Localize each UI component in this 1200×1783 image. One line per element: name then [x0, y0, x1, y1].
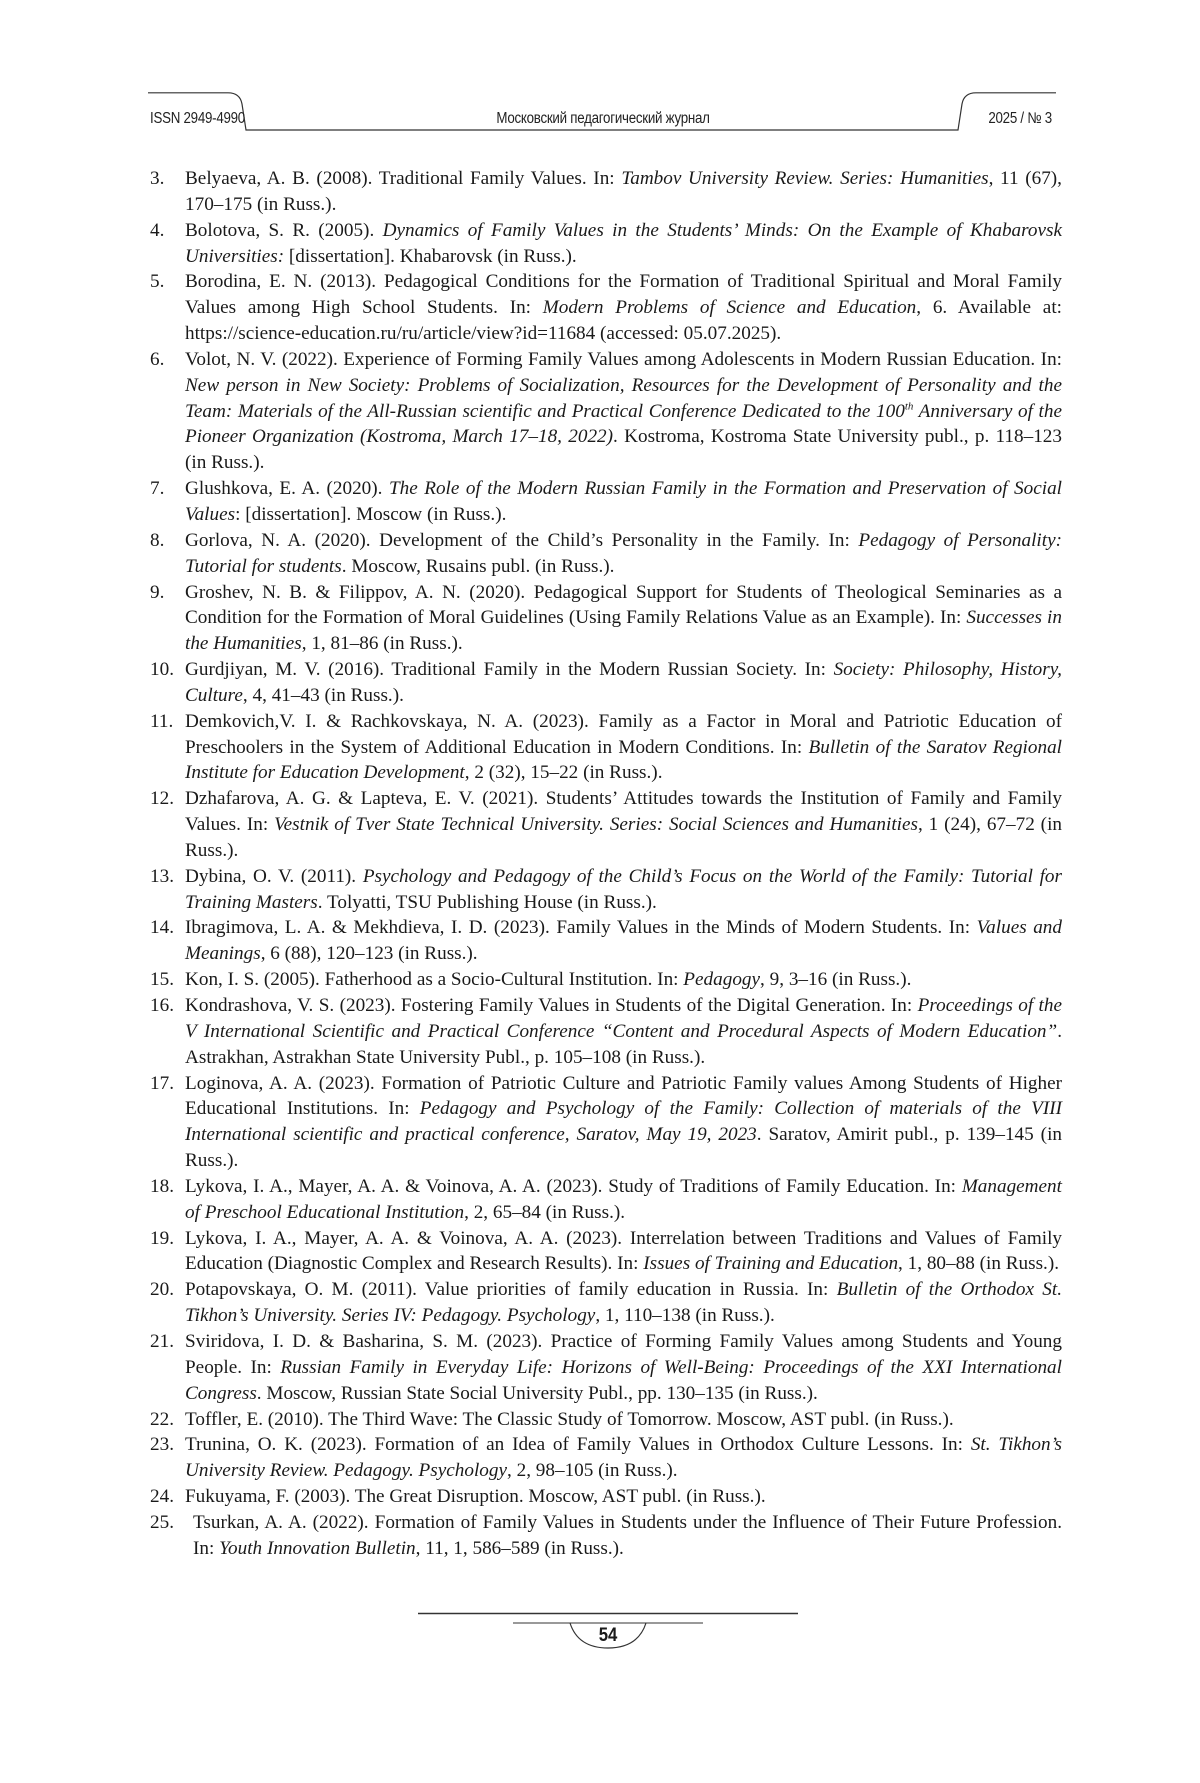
reference-italic-part: Society: Philosophy, History, Culture: [185, 659, 1062, 706]
reference-plain-part: , 1, 110–138 (in Russ.).: [595, 1305, 775, 1327]
page-header: [148, 92, 1056, 138]
reference-italic-part: New person in New Society: Problems of Socialization, Resources for the Development of Personality and the Team: Materials of the All-Russian scientific and Practical Conference Dedicated to the 100: [185, 374, 1062, 422]
reference-list: [150, 166, 1062, 1562]
reference-plain-part: Bolotova, S. R. (2005).: [185, 219, 383, 241]
reference-italic-part: Pedagogy of Personality: Tutorial for students: [185, 529, 1062, 577]
reference-number: 19.: [150, 1227, 174, 1249]
reference-plain-part: Potapovskaya, O. M. (2011). Value priorities of family education in Russia. In:: [185, 1279, 837, 1301]
reference-plain-part: Dybina, O. V. (2011).: [185, 865, 363, 887]
reference-text: [185, 969, 911, 990]
reference-plain-part: , 6. Available at: https://science-education.ru/ru/article/view?id=11684 (accessed: 05.07.2025).: [185, 297, 1062, 345]
reference-number: 13.: [150, 865, 174, 887]
reference-text: [185, 582, 1062, 655]
reference-italic-part: Bulletin of the Saratov Regional Institute for Education Development: [185, 736, 1062, 784]
page-footer: [418, 1612, 798, 1672]
reference-plain-part: Belyaeva, A. B. (2008). Traditional Family Values. In:: [185, 168, 622, 189]
reference-text: [185, 478, 1062, 525]
reference-text: [185, 659, 1062, 706]
reference-item: [150, 967, 1062, 993]
reference-item: [150, 1277, 1062, 1329]
reference-number: 25.: [150, 1511, 174, 1533]
reference-italic-part: The Role of the Modern Russian Family in the Formation and Preservation of Social Values: [185, 478, 1063, 525]
reference-plain-part: . Astrakhan, Astrakhan State University Publ., p. 105–108 (in Russ.).: [185, 1020, 1062, 1068]
reference-plain-part: , 1, 80–88 (in Russ.).: [898, 1253, 1060, 1275]
reference-italic-part: Issues of Training and Education: [643, 1253, 899, 1275]
reference-number: 20.: [150, 1279, 174, 1301]
reference-plain-part: , 2, 65–84 (in Russ.).: [464, 1201, 626, 1223]
reference-text: [185, 1228, 1062, 1275]
reference-italic-part: Pedagogy and Psychology of the Family: Collection of materials of the VIII International scientific and practical conference, Saratov, May 19, 2023: [185, 1098, 1062, 1146]
reference-italic-part: Russian Family in Everyday Life: Horizons of Well-Being: Proceedings of the XXI International Congress: [185, 1356, 1062, 1404]
reference-text: [185, 917, 1062, 964]
issue-label: 2025 / № 3: [988, 110, 1052, 127]
reference-text: [185, 711, 1062, 784]
reference-plain-part: , 1, 81–86 (in Russ.).: [301, 633, 463, 655]
reference-plain-part: Groshev, N. B. & Filippov, A. N. (2020). Pedagogical Support for Students of Theological Seminaries as a Condition for the Formation of Moral Guidelines (Using Family Relations Value as an Example). In:: [185, 581, 1062, 629]
reference-text: [185, 1176, 1062, 1223]
reference-item: [150, 1226, 1062, 1278]
reference-text: [185, 530, 1062, 577]
reference-italic-part: Proceedings of the V International Scientific and Practical Conference “Content and Procedural Aspects of Modern Education”: [185, 995, 1062, 1042]
reference-item: [150, 1174, 1062, 1226]
reference-italic-part: Anniversary of the Pioneer Organization (Kostroma, March 17–18, 2022): [185, 400, 1062, 448]
reference-plain-part: , 6 (88), 120–123 (in Russ.).: [260, 943, 478, 965]
reference-item: [150, 580, 1062, 658]
reference-plain-part: Borodina, E. N. (2013). Pedagogical Conditions for the Formation of Traditional Spiritual and Moral Family Values among High School Students. In:: [185, 271, 1062, 319]
reference-italic-part: Vestnik of Tver State Technical University. Series: Social Sciences and Humanities: [274, 814, 918, 836]
reference-plain-part: Sviridova, I. D. & Basharina, S. M. (2023). Practice of Forming Family Values among Students and Young People. In:: [185, 1330, 1062, 1378]
reference-plain-part: Lykova, I. A., Mayer, A. A. & Voinova, A. A. (2023). Study of Traditions of Family Education. In:: [185, 1175, 962, 1197]
reference-text: [185, 866, 1062, 913]
journal-title: Московский педагогический журнал: [496, 110, 710, 127]
reference-text: [185, 1279, 1062, 1326]
reference-plain-part: Kon, I. S. (2005). Fatherhood as a Socio-Cultural Institution. In:: [185, 969, 684, 991]
reference-italic-part: Successes in the Humanities: [185, 607, 1062, 655]
reference-item: [150, 786, 1062, 864]
reference-plain-part: Glushkova, E. A. (2020).: [185, 478, 389, 500]
reference-item: [150, 864, 1062, 916]
reference-number: 7.: [150, 478, 165, 500]
issn-label: ISSN 2949-4990: [150, 110, 245, 127]
reference-number: 4.: [150, 219, 165, 241]
reference-number: 10.: [150, 659, 174, 681]
reference-plain-part: . Moscow, Russian State Social University Publ., pp. 130–135 (in Russ.).: [256, 1382, 818, 1404]
reference-plain-part: Dzhafarova, A. G. & Lapteva, E. V. (2021). Students’ Attitudes towards the Institution of Family and Family Values. In:: [185, 788, 1062, 836]
reference-item: [150, 528, 1062, 580]
reference-number: 8.: [150, 529, 165, 551]
reference-italic-part: Modern Problems of Science and Education: [542, 297, 917, 319]
reference-item: [150, 166, 1062, 218]
reference-plain-part: . Moscow, Rusains publ. (in Russ.).: [341, 555, 615, 577]
reference-item: [150, 476, 1062, 528]
reference-text: [185, 995, 1062, 1068]
reference-number: 12.: [150, 788, 174, 810]
reference-plain-part: Tsurkan, A. A. (2022). Formation of Family Values in Students under the Influence of Their Future Profession. In:: [193, 1511, 1062, 1559]
reference-text: [185, 349, 1062, 473]
reference-number: 24.: [150, 1486, 174, 1508]
reference-plain-part: . Tolyatti, TSU Publishing House (in Russ.).: [317, 891, 657, 913]
reference-text: [185, 168, 1062, 215]
reference-item: [150, 993, 1062, 1071]
reference-item: [150, 1484, 1062, 1510]
reference-italic-part: Values and Meanings: [185, 917, 1062, 965]
reference-italic-part: Dynamics of Family Values in the Students’ Minds: On the Example of Khabarovsk Universities:: [185, 219, 1062, 267]
reference-text: [185, 1409, 954, 1430]
reference-italic-part: Tambov University Review. Series: Humanities: [621, 168, 989, 189]
reference-plain-part: Gurdjiyan, M. V. (2016). Traditional Family in the Modern Russian Society. In:: [185, 659, 834, 681]
reference-plain-part: , 9, 3–16 (in Russ.).: [760, 969, 912, 991]
reference-number: 16.: [150, 995, 174, 1016]
reference-item: [150, 269, 1062, 347]
reference-italic-part: Bulletin of the Orthodox St. Tikhon’s University. Series IV: Pedagogy. Psychology: [185, 1279, 1062, 1327]
reference-number: 11.: [150, 710, 174, 732]
reference-item: [150, 1071, 1062, 1174]
reference-plain-part: , 4, 41–43 (in Russ.).: [242, 684, 404, 706]
reference-plain-part: . Saratov, Amirit publ., p. 139–145 (in Russ.).: [185, 1124, 1062, 1172]
reference-item: [150, 709, 1062, 787]
reference-plain-part: Fukuyama, F. (2003). The Great Disruption. Moscow, AST publ. (in Russ.).: [185, 1486, 766, 1508]
page-number: 54: [598, 1625, 618, 1646]
reference-text: [185, 220, 1062, 267]
reference-number: 23.: [150, 1434, 174, 1456]
reference-number: 14.: [150, 917, 174, 939]
reference-plain-part: Ibragimova, L. A. & Mekhdieva, I. D. (2023). Family Values in the Minds of Modern Students. In:: [185, 917, 977, 939]
reference-plain-part: Trunina, O. K. (2023). Formation of an Idea of Family Values in Orthodox Culture Lessons. In:: [185, 1434, 971, 1456]
reference-number: 9.: [150, 581, 165, 603]
reference-number: 22.: [150, 1408, 174, 1430]
reference-item: [150, 1432, 1062, 1484]
reference-plain-part: Gorlova, N. A. (2020). Development of the Child’s Personality in the Family. In:: [185, 529, 859, 551]
reference-text: [193, 1512, 1062, 1559]
reference-number: 17.: [150, 1072, 174, 1094]
reference-item: [150, 1407, 1062, 1433]
reference-text: [185, 1486, 766, 1507]
reference-plain-part: Volot, N. V. (2022). Experience of Forming Family Values among Adolescents in Modern Russian Education. In:: [185, 348, 1062, 370]
reference-superscript: th: [904, 400, 914, 413]
reference-italic-part: Pedagogy: [683, 969, 761, 991]
reference-italic-part: Youth Innovation Bulletin: [219, 1537, 416, 1559]
reference-number: 3.: [150, 168, 165, 189]
reference-plain-part: [dissertation]. Khabarovsk (in Russ.).: [284, 245, 577, 267]
reference-plain-part: : [dissertation]. Moscow (in Russ.).: [235, 503, 507, 525]
reference-plain-part: . Kostroma, Kostroma State University publ., p. 118–123 (in Russ.).: [185, 426, 1062, 474]
reference-plain-part: Lykova, I. A., Mayer, A. A. & Voinova, A. A. (2023). Interrelation between Traditions and Values of Family Education (Diagnostic Complex and Research Results). In:: [185, 1227, 1062, 1275]
reference-plain-part: , 2, 98–105 (in Russ.).: [507, 1460, 678, 1482]
reference-number: 6.: [150, 348, 165, 370]
reference-item: [150, 347, 1062, 476]
reference-plain-part: Loginova, A. A. (2023). Formation of Patriotic Culture and Patriotic Family values Among Students of Higher Educational Institutions. In:: [185, 1072, 1062, 1120]
reference-number: 15.: [150, 969, 174, 991]
reference-item: [150, 657, 1062, 709]
reference-text: [185, 271, 1062, 344]
reference-plain-part: , 1 (24), 67–72 (in Russ.).: [185, 814, 1062, 861]
reference-text: [185, 1331, 1062, 1404]
reference-number: 18.: [150, 1175, 174, 1197]
reference-number: 21.: [150, 1330, 174, 1352]
reference-plain-part: , 11 (67), 170–175 (in Russ.).: [185, 168, 1062, 215]
reference-number: 5.: [150, 271, 165, 293]
reference-plain-part: Kondrashova, V. S. (2023). Fostering Family Values in Students of the Digital Generation. In:: [185, 995, 918, 1016]
reference-italic-part: Management of Preschool Educational Institution: [185, 1175, 1062, 1223]
reference-plain-part: , 11, 1, 586–589 (in Russ.).: [415, 1537, 624, 1559]
reference-italic-part: Psychology and Pedagogy of the Child’s Focus on the World of the Family: Tutorial for Training Masters: [185, 865, 1062, 913]
reference-text: [185, 1434, 1062, 1481]
reference-plain-part: Demkovich,V. I. & Rachkovskaya, N. A. (2023). Family as a Factor in Moral and Patriotic Education of Preschoolers in the System of Additional Education in Modern Conditions. In:: [185, 710, 1062, 758]
reference-item: [150, 218, 1062, 270]
reference-italic-part: St. Tikhon’s University Review. Pedagogy. Psychology: [185, 1434, 1063, 1482]
reference-text: [185, 788, 1062, 861]
reference-item: [150, 1329, 1062, 1407]
reference-item: [150, 1510, 1062, 1562]
reference-text: [185, 1073, 1062, 1172]
reference-plain-part: , 2 (32), 15–22 (in Russ.).: [464, 762, 663, 784]
reference-item: [150, 915, 1062, 967]
reference-plain-part: Toffler, E. (2010). The Third Wave: The Classic Study of Tomorrow. Moscow, AST publ. (in Russ.).: [185, 1408, 954, 1430]
